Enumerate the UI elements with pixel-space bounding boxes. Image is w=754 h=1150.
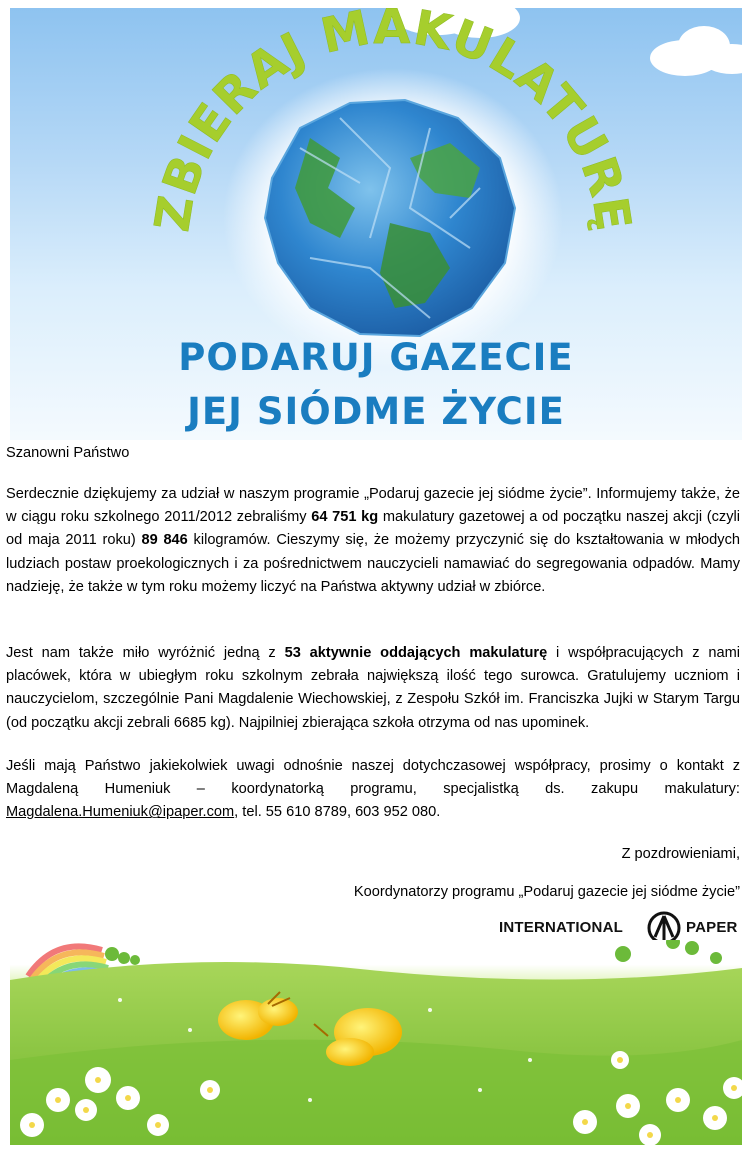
campaign-banner xyxy=(10,8,742,440)
paragraph-contact xyxy=(6,755,740,825)
paragraph-award xyxy=(6,642,740,735)
text-run: kilogramów. Cieszymy się, że możemy przyczynić się do kształtowania w młodych ludziach postaw proekologicznych i za pośrednictwem nauczycieli namawiać do segregowania odpadów. Mamy nadzieję, że także w tym roku możemy liczyć na Państwa aktywny udział w zbiórce. xyxy=(6,532,740,595)
slogan-line-1: PODARUJ GAZECIE xyxy=(178,336,574,379)
logo-word-right: PAPER xyxy=(686,919,738,936)
slogan-line-2: JEJ SIÓDME ŻYCIE xyxy=(187,390,565,433)
collected-total: 89 846 xyxy=(141,532,188,549)
text-run: Jeśli mają Państwo jakiekolwiek uwagi odnośnie naszej dotychczasowej współpracy, prosimy o kontakt z Magdaleną Humeniuk – koordynatorką programu, specjalistką ds. zakupu makulatury: xyxy=(6,758,740,798)
signature: Koordynatorzy programu „Podaruj gazecie jej siódme życie” xyxy=(353,884,740,900)
greeting: Szanowni Państwo xyxy=(6,445,130,461)
closing: Z pozdrowieniami, xyxy=(621,846,740,862)
contact-email-link[interactable]: Magdalena.Humeniuk@ipaper.com xyxy=(6,804,235,821)
tree xyxy=(105,940,722,965)
text-run: , tel. 55 610 8789, 603 952 080. xyxy=(234,804,441,821)
text-run: Serdecznie dziękujemy za udział w naszym programie „Podaruj gazecie jej siódme życie”. Informujemy także, że w ciągu roku szkolnego 2011/2012 zebraliśmy xyxy=(6,486,740,526)
text-run: i współpracujących z nami placówek, która w ubiegłym roku szkolnym zebrała największą ilość tego surowca. Gratulujemy uczniom i nauczycielom, szczególnie Pani Magdalenie Wiechowskiej, z Zespołu Szkół im. Franciszka Jujki w Starym Targu (od początku akcji zebrali 6685 kg). Najpilniej zbierająca szkoła otrzyma od nas upominek. xyxy=(6,645,740,731)
collected-2011-2012: 64 751 kg xyxy=(311,509,379,526)
text-run: makulatury gazetowej a od początku naszej akcji (czyli od maja 2011 roku) xyxy=(6,509,740,549)
paragraph-thanks xyxy=(6,483,740,599)
text-run: Jest nam także miło wyróżnić jedną z xyxy=(6,645,285,661)
arc-title: ZBIERAJ MAKULATURĘ xyxy=(144,8,642,236)
active-schools-count: 53 aktywnie oddających makulaturę xyxy=(284,645,548,661)
logo-word-left: INTERNATIONAL xyxy=(499,919,623,936)
meadow-illustration xyxy=(10,940,742,1145)
